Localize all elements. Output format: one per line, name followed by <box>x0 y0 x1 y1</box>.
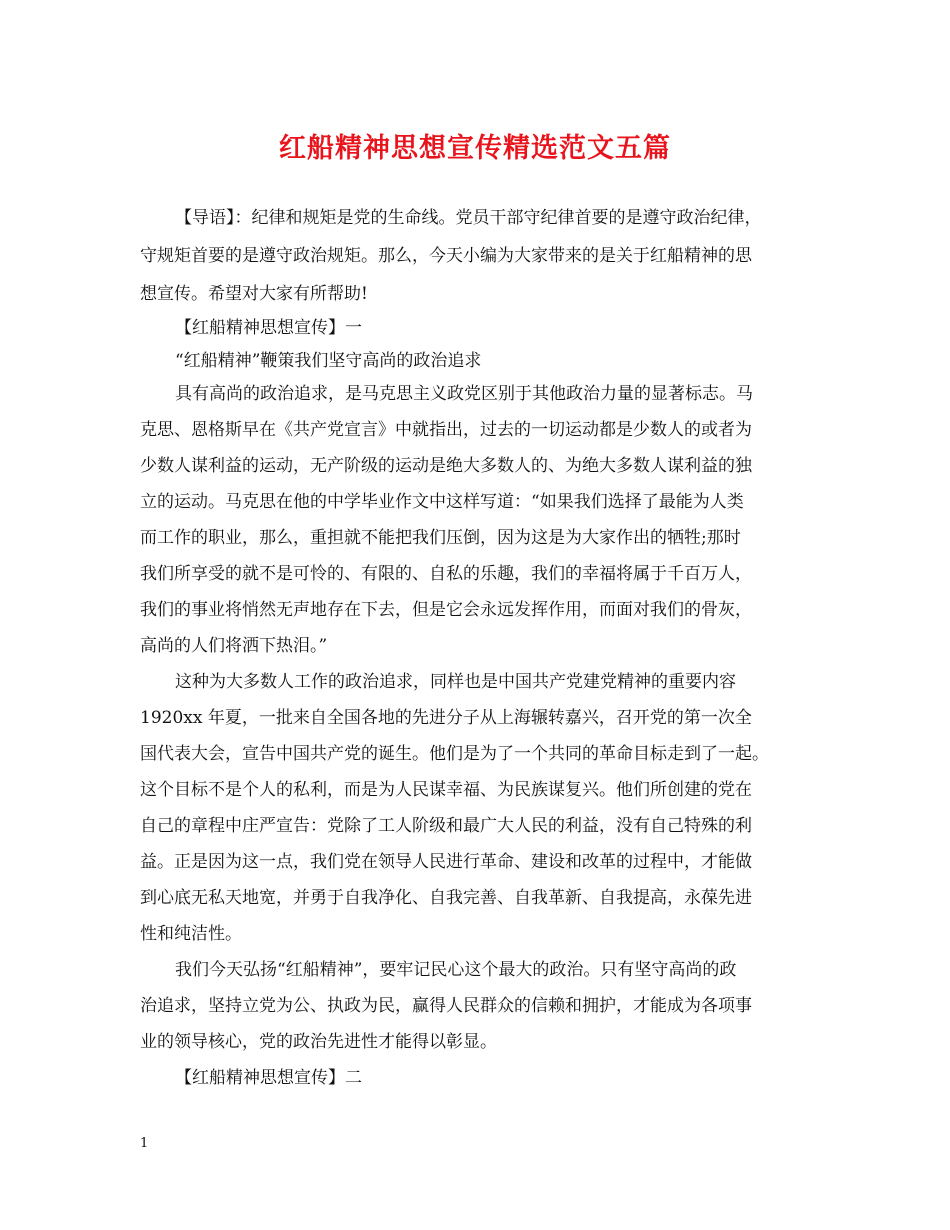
page-number: 1 <box>140 1136 149 1151</box>
text-line: 高尚的人们将洒下热泪。” <box>140 636 328 656</box>
subheading: “红船精神”鞭策我们坚守高尚的政治追求 <box>175 351 482 371</box>
text-line: 治追求，坚持立党为公、执政为民，赢得人民群众的信赖和拥护，才能成为各项事 <box>140 996 752 1016</box>
text-line: 我们今天弘扬“红船精神”，要牢记民心这个最大的政治。只有坚守高尚的政 <box>175 960 737 980</box>
text-line: 【导语】：纪律和规矩是党的生命线。党员干部守纪律首要的是遵守政治纪律， <box>175 208 762 228</box>
text-line: 少数人谋利益的运动，无产阶级的运动是绝大多数人的、为绝大多数人谋利益的独 <box>140 456 752 476</box>
section-heading: 【红船精神思想宣传】二 <box>175 1068 362 1088</box>
text-line: 克思、恩格斯早在《共产党宣言》中就指出，过去的一切运动都是少数人的或者为 <box>140 420 752 440</box>
text-line: 想宣传。希望对大家有所帮助! <box>140 284 368 304</box>
text-line: 国代表大会，宣告中国共产党的诞生。他们是为了一个共同的革命目标走到了一起。 <box>140 744 769 764</box>
document-title: 红船精神思想宣传精选范文五篇 <box>279 133 671 164</box>
text-line: 到心底无私天地宽，并勇于自我净化、自我完善、自我革新、自我提高，永葆先进 <box>140 888 752 908</box>
text-line: 益。正是因为这一点，我们党在领导人民进行革命、建设和改革的过程中，才能做 <box>140 852 752 872</box>
text-line: 自己的章程中庄严宣告：党除了工人阶级和最广大人民的利益，没有自己特殊的利 <box>140 816 752 836</box>
text-line: 性和纯洁性。 <box>140 924 242 944</box>
section-heading: 【红船精神思想宣传】一 <box>175 318 362 338</box>
text-line: 业的领导核心，党的政治先进性才能得以彰显。 <box>140 1032 497 1052</box>
text-line: 这种为大多数人工作的政治追求，同样也是中国共产党建党精神的重要内容 <box>175 672 736 692</box>
text-line: 我们所享受的就不是可怜的、有限的、自私的乐趣，我们的幸福将属于千百万人， <box>140 564 752 584</box>
text-line: 立的运动。马克思在他的中学毕业作文中这样写道：“如果我们选择了最能为人类 <box>140 492 744 512</box>
text-line: 而工作的职业，那么，重担就不能把我们压倒，因为这是为大家作出的牺牲;那时 <box>140 528 741 548</box>
text-line: 守规矩首要的是遵守政治规矩。那么，今天小编为大家带来的是关于红船精神的思 <box>140 246 752 266</box>
text-line: 这个目标不是个人的私利，而是为人民谋幸福、为民族谋复兴。他们所创建的党在 <box>140 780 752 800</box>
text-line: 具有高尚的政治追求，是马克思主义政党区别于其他政治力量的显著标志。马 <box>175 384 753 404</box>
text-line: 我们的事业将悄然无声地存在下去，但是它会永远发挥作用，而面对我们的骨灰， <box>140 600 752 620</box>
text-line: 1920xx 年夏，一批来自全国各地的先进分子从上海辗转嘉兴，召开党的第一次全 <box>140 708 752 728</box>
